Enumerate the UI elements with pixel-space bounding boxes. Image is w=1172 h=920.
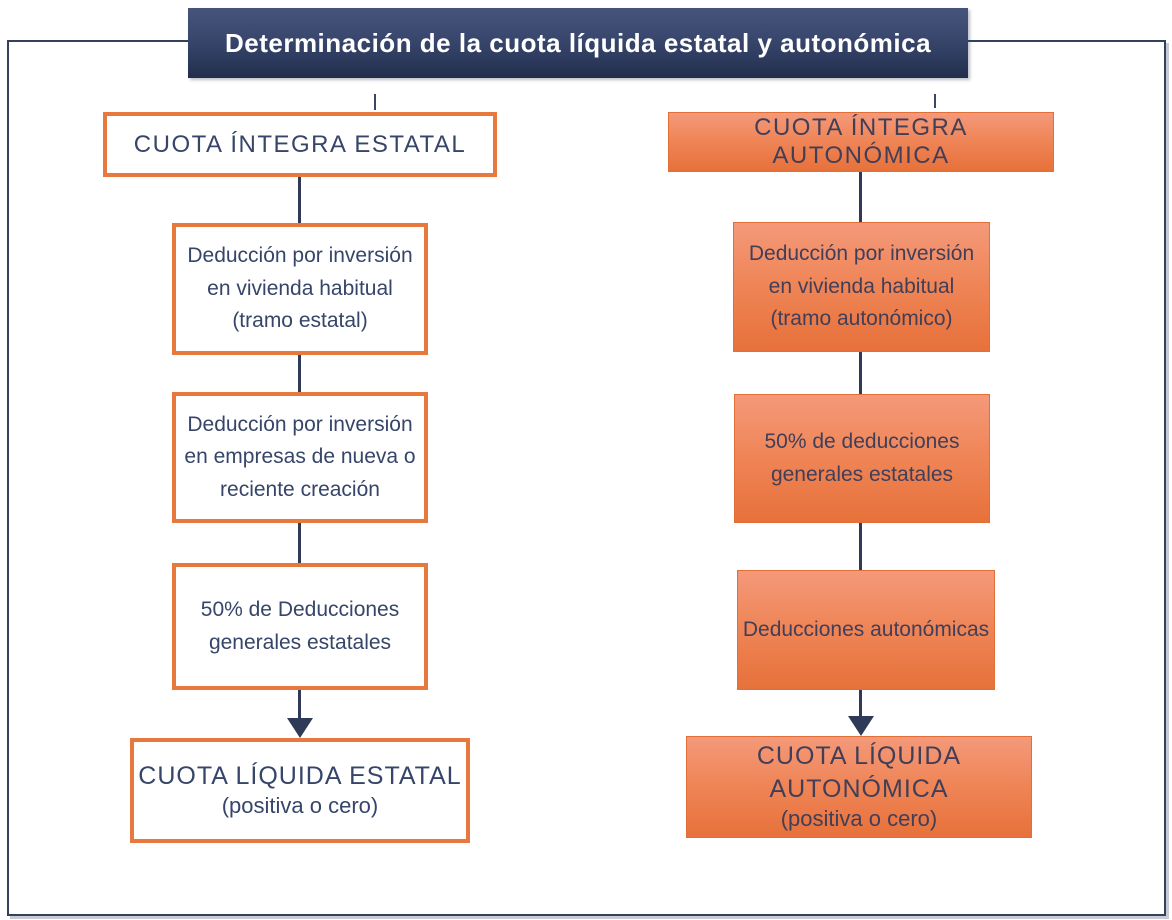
connector-line: [859, 172, 862, 222]
box-cuota-integra-autonomica: [668, 112, 1054, 172]
connector-line: [298, 523, 301, 563]
box-cuota-liquida-estatal: [130, 738, 470, 843]
box-label: Deducción por inversión en vivienda habitual (tramo autonómico): [748, 242, 975, 331]
connector-stub: [374, 94, 376, 110]
box-sublabel: (positiva o cero): [221, 793, 379, 819]
connector-line: [298, 355, 301, 392]
box-cuota-integra-estatal: [103, 112, 497, 177]
arrow-down-icon: [848, 716, 874, 736]
box-label: CUOTA LÍQUIDA ESTATAL: [138, 761, 462, 790]
box-deducciones-generales-autonomica: [734, 394, 990, 523]
connector-stub: [934, 94, 936, 108]
box-label: 50% de deducciones generales estatales: [764, 429, 960, 486]
connector-line: [298, 177, 301, 223]
connector-line: [859, 352, 862, 394]
box-label: CUOTA ÍNTEGRA AUTONÓMICA: [754, 114, 968, 169]
box-label: Deducción por inversión en vivienda habitual (tramo estatal): [187, 244, 413, 333]
connector-line: [859, 690, 862, 718]
box-label: Deducción por inversión en empresas de nueva o reciente creación: [184, 412, 416, 501]
diagram-title: Determinación de la cuota líquida estatal y autonómica: [224, 27, 932, 58]
box-deduccion-vivienda-autonomica: [733, 222, 990, 352]
title-bar: [188, 8, 968, 78]
box-deduccion-vivienda-estatal: [172, 223, 428, 355]
connector-line: [859, 523, 862, 570]
box-label: 50% de Deducciones generales estatales: [200, 597, 400, 654]
box-label: CUOTA ÍNTEGRA ESTATAL: [133, 130, 467, 158]
box-label: CUOTA LÍQUIDA AUTONÓMICA: [756, 742, 962, 803]
box-cuota-liquida-autonomica: [686, 736, 1032, 838]
box-deducciones-autonomicas: [737, 570, 995, 690]
arrow-down-icon: [287, 718, 313, 738]
box-label: Deducciones autonómicas: [742, 617, 990, 641]
connector-line: [298, 690, 301, 720]
box-deducciones-generales-estatal: [172, 563, 428, 690]
box-deduccion-empresas-nueva-creacion: [172, 392, 428, 523]
box-sublabel: (positiva o cero): [780, 806, 938, 832]
